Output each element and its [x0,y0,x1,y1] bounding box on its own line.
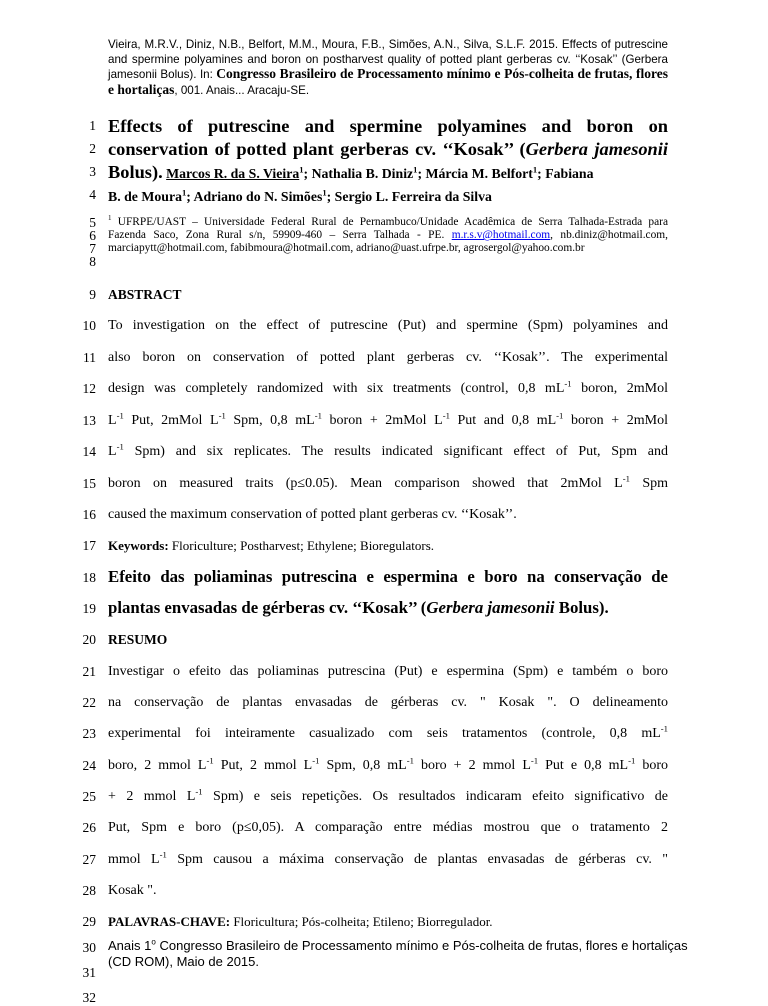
resumo-line: boro, 2 mmol $L^{-1}$ Put, 2 mmol $L^{-1}$ Spm, 0,8 $mL^{-1}$ boro + 2 mmol $L^{-1}$ Put e 0,8 $mL^{-1}$ boro [108,755,668,773]
author-1: Marcos R. da S. Vieira [166,166,300,181]
line-number: 26 [82,820,96,835]
line-number: 32 [82,990,96,1005]
citation-conference: Congresso Brasileiro de Processamento mínimo e Pós-colheita de frutas, flores e hortaliças [108,66,668,97]
line-number: 30 [82,940,96,955]
title-line2: conservation of potted plant gerberas cv. ‘‘Kosak’’ ( [108,139,526,159]
page-footer: Anais 1$^o$ Congresso Brasileiro de Processamento mínimo e Pós-colheita de frutas, flores e hortaliças (CD ROM), Maio de 2015. [108,937,688,969]
abstract-line: $L^{-1}$ Put, 2mMol $L^{-1}$ Spm, 0,8 $mL^{-1}$ boron + 2mMol $L^{-1}$ Put and 0,8 $mL^{-1}$ boron + 2mMol [108,410,668,428]
author-2: ; Nathalia B. Diniz [303,166,414,181]
resumo-line: + 2 mmol $L^{-1}$ Spm) e seis repetições. Os resultados indicaram efeito significativo de [108,786,668,804]
line-number: 2 [89,141,96,156]
citation-text: Vieira, M.R.V., Diniz, N.B., Belfort, M.M., Moura, F.B., Simões, A.N., Silva, S.L.F. 2015. Effects of putrescine and spermine polyamines and boron on postharvest quality of potted plant gerberas cv. ‘‘Kosak’’ (Gerbera jamesonii Bolus). In: [108,38,668,81]
line-number: 29 [82,914,96,929]
line-number: 28 [82,883,96,898]
keywords-label: Keywords: [108,538,169,553]
line-number: 31 [82,965,96,980]
line-number: 20 [82,632,96,647]
line-number: 22 [82,695,96,710]
palavras-chave: PALAVRAS-CHAVE: Floricultura; Pós-colheita; Etileno; Biorregulador. [108,914,493,929]
line-number: 9 [89,287,96,302]
paper-title [108,115,668,161]
resumo-line: Put, Spm e boro (p≤0,05). A comparação entre médias mostrou que o tratamento 2 [108,820,668,835]
author-3: ; Márcia M. Belfort [417,166,533,181]
abstract-line: $L^{-1}$ Spm) and six replicates. The results indicated significant effect of Put, Spm and [108,441,668,459]
abstract-heading: ABSTRACT [108,287,182,302]
resumo-line: Kosak ". [108,883,157,898]
pt-title-line1: Efeito das poliaminas putrescina e espermina e boro na conservação de [108,567,668,586]
line-number: 4 [89,187,96,202]
author-4-first: ; Fabiana [537,166,594,181]
line-number: 16 [82,507,96,522]
line-number: 25 [82,789,96,804]
line-number: 14 [82,444,96,459]
pt-title-line2: plantas envasadas de gérberas cv. ‘‘Kosak’’ (Gerbera jamesonii Bolus). [108,598,609,617]
resumo-line: na conservação de plantas envasadas de gérberas cv. " Kosak ". O delineamento [108,695,668,710]
line-number: 1 [89,118,96,133]
title-line3: Bolus). [108,162,163,182]
abstract-line: also boron on conservation of potted plant gerberas cv. ‘‘Kosak’’. The experimental [108,350,668,365]
line-number: 27 [82,852,96,867]
keywords: Keywords: Floriculture; Postharvest; Ethylene; Bioregulators. [108,538,435,553]
palavras-label: PALAVRAS-CHAVE: [108,914,231,929]
line-number: 24 [82,758,96,773]
line-number: 23 [82,726,96,741]
citation-header [108,38,668,98]
abstract-line: caused the maximum conservation of potted plant gerberas cv. ‘‘Kosak’’. [108,507,517,522]
line-number: 10 [82,318,96,333]
title-species: Gerbera jamesonii [525,139,668,159]
line-number: 21 [82,664,96,679]
line-number: 15 [82,476,96,491]
line-number: 19 [82,601,96,616]
line-number: 18 [82,570,96,585]
affiliation: $^1$ UFRPE/UAST – Universidade Federal Rural de Pernambuco/Unidade Acadêmica de Serra Talhada-Estrada para Fazenda Saco, Zona Rural s/n, 59909-460 – Serra Talhada - PE. m.r.s.v@hotmail.com, nb.diniz@hotmail.com, marciapytt@hotmail.com, fabibmoura@hotmail.com, adriano@uast.ufrpe.br, agrosergol@yahoo.com.br [108,214,668,255]
resumo-line: experimental foi inteiramente casualizado com seis tratamentos (controle, 0,8 $mL^{-1}$ [108,723,668,741]
abstract-line: To investigation on the effect of putrescine (Put) and spermine (Spm) polyamines and [108,318,668,333]
author-4-last: B. de Moura [108,189,182,204]
abstract-line: design was completely randomized with six treatments (control, 0,8 $mL^{-1}$ boron, 2mMol [108,378,669,396]
line-number: 3 [89,164,96,179]
line-number: 8 [89,254,96,269]
title-line1: Effects of putrescine and spermine polyamines and boron on [108,116,668,136]
line-number: 11 [83,350,96,365]
author-5: ; Adriano do N. Simões [186,189,323,204]
line-number: 5 [89,215,96,230]
email-link[interactable]: m.r.s.v@hotmail.com [451,229,551,242]
line-number: 17 [82,538,96,553]
abstract-line: boron on measured traits (p≤0.05). Mean comparison showed that 2mMol $L^{-1}$ Spm [108,473,668,491]
line-number: 7 [89,241,96,256]
line-number: 6 [89,228,96,243]
line-number: 12 [82,381,96,396]
authors: Bolus). Marcos R. da S. Vieira$^1$; Nathalia B. Diniz$^1$; Márcia M. Belfort$^1$; Fabiana B. de Moura$^1$; Adriano do N. Simões$^1$; Sergio L. Ferreira da Silva [108,162,594,204]
citation-tail: , 001. Anais... Aracaju-SE. [174,83,310,97]
line-number: 13 [82,413,96,428]
author-6: ; Sergio L. Ferreira da Silva [326,189,492,204]
resumo-line: Investigar o efeito das poliaminas putrescina (Put) e espermina (Spm) e também o boro [108,664,668,679]
resumo-heading: RESUMO [108,632,168,647]
resumo-line: mmol $L^{-1}$ Spm causou a máxima conservação de plantas envasadas de gérberas cv. " [108,849,668,867]
